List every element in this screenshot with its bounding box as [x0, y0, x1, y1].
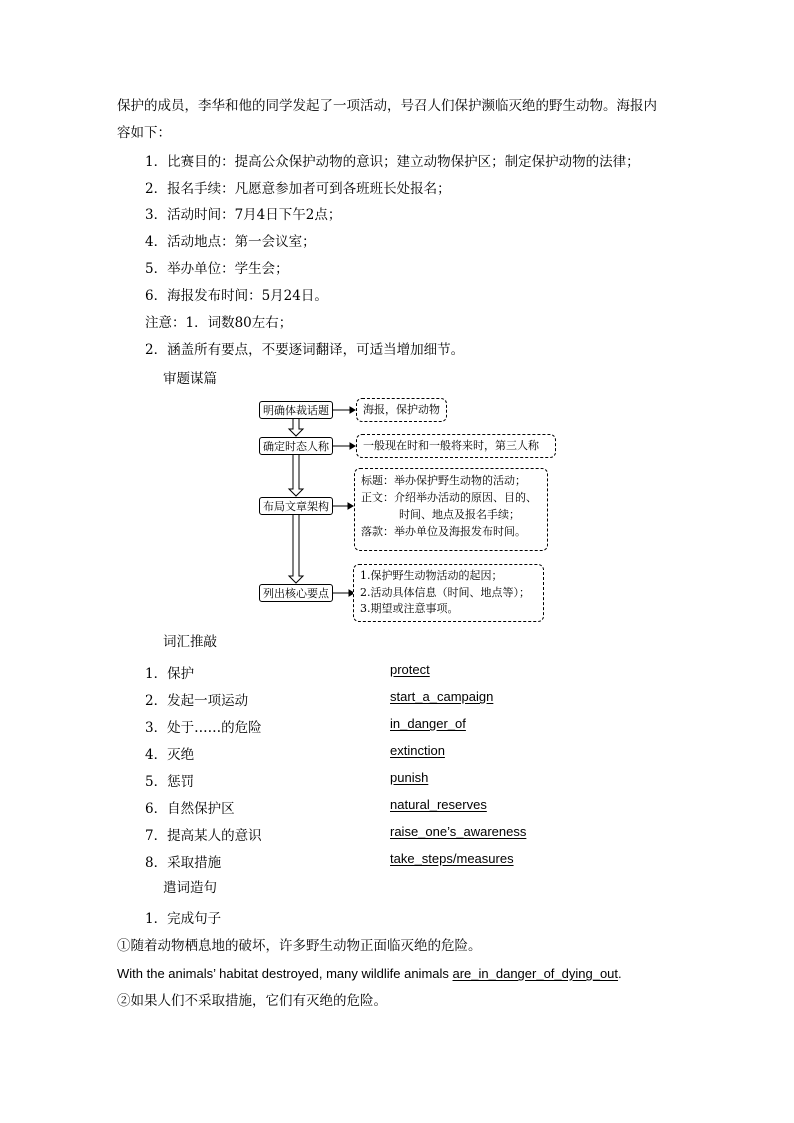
- section-title-sentence: 遣词造句: [163, 880, 217, 896]
- vocab-row: [145, 689, 645, 707]
- section-title-vocab: 词汇推敲: [163, 634, 217, 650]
- vocab-en: take_steps/measures: [390, 851, 514, 866]
- flow-detail-tense: 一般现在时和一般将来时，第三人称: [356, 434, 556, 458]
- vocab-cn: 3．处于……的危险: [145, 720, 262, 736]
- vocab-row: [145, 770, 645, 788]
- arrow-right-icon: [348, 503, 353, 509]
- exercise-q1-prefix: With the animals’ habitat destroyed, many wildlife animals: [117, 966, 453, 981]
- vocab-en: extinction: [390, 743, 445, 758]
- poster-item: 4．活动地点：第一会议室；: [145, 234, 316, 250]
- poster-item: 5．举办单位：学生会；: [145, 261, 289, 277]
- structure-line: 落款：举办单位及海报发布时间。: [361, 525, 526, 538]
- vocab-row: [145, 824, 645, 842]
- structure-line: 时间、地点及报名手续；: [399, 508, 520, 521]
- flow-step-genre: 明确体裁话题: [259, 401, 333, 419]
- exercise-q1-end: .: [618, 966, 622, 981]
- section-title-plan: 审题谋篇: [163, 371, 217, 387]
- arrow-right-icon: [350, 407, 355, 413]
- vocab-en: in_danger_of: [390, 716, 466, 731]
- flow-detail-structure: [354, 468, 548, 551]
- flow-detail-points: [353, 564, 544, 622]
- vocab-row: [145, 797, 645, 815]
- vocab-row: [145, 662, 645, 680]
- note-line-2: 2．涵盖所有要点，不要逐词翻译，可适当增加细节。: [145, 342, 465, 358]
- intro-line-2: 容如下：: [117, 125, 171, 141]
- poster-item: 2．报名手续：凡愿意参加者可到各班班长处报名；: [145, 181, 451, 197]
- flow-step-points: 列出核心要点: [259, 584, 333, 602]
- vocab-en: punish: [390, 770, 429, 785]
- structure-line: 标题：举办保护野生动物的活动；: [361, 474, 526, 487]
- vocab-cn: 6．自然保护区: [145, 801, 235, 817]
- flow-step-tense: 确定时态人称: [259, 437, 333, 455]
- vocab-row: [145, 743, 645, 761]
- exercise-heading: 1．完成句子: [145, 911, 222, 927]
- vocab-row: [145, 716, 645, 734]
- exercise-q1-en: [117, 965, 622, 983]
- vocab-cn: 5．惩罚: [145, 774, 195, 790]
- point-line: 2.活动具体信息（时间、地点等）；: [360, 585, 530, 599]
- structure-line: 正文：介绍举办活动的原因、目的、: [361, 491, 537, 504]
- vocab-en: natural_reserves: [390, 797, 487, 812]
- vocab-en: protect: [390, 662, 430, 677]
- arrow-right-icon: [350, 443, 355, 449]
- intro-line-1: 保护的成员，李华和他的同学发起了一项活动，号召人们保护濒临灭绝的野生动物。海报内: [117, 98, 657, 114]
- vocab-cn: 8．采取措施: [145, 855, 222, 871]
- vocab-row: [145, 851, 645, 869]
- arrow-down-icon: [289, 418, 303, 436]
- vocab-en: start_a_campaign: [390, 689, 494, 704]
- arrow-down-icon: [289, 454, 303, 496]
- vocab-cn: 4．灭绝: [145, 747, 195, 763]
- poster-item: 6．海报发布时间：5月24日。: [145, 288, 328, 304]
- arrow-down-icon: [289, 514, 303, 583]
- vocab-cn: 2．发起一项运动: [145, 693, 249, 709]
- vocab-cn: 7．提高某人的意识: [145, 828, 262, 844]
- exercise-q1-answer: are_in_danger_of_dying_out: [452, 966, 619, 981]
- exercise-q1-cn: ①随着动物栖息地的破坏，许多野生动物正面临灭绝的危险。: [117, 938, 482, 954]
- flow-step-structure: 布局文章架构: [259, 497, 333, 515]
- arrow-right-icon: [349, 590, 354, 596]
- exercise-q2-cn: ②如果人们不采取措施，它们有灭绝的危险。: [117, 993, 387, 1009]
- note-line-1: 注意：1．词数80左右；: [145, 315, 293, 331]
- point-line: 3.期望或注意事项。: [360, 602, 459, 615]
- vocab-cn: 1．保护: [145, 666, 195, 682]
- point-line: 1.保护野生动物活动的起因；: [360, 569, 503, 582]
- vocab-en: raise_one’s_awareness: [390, 824, 527, 839]
- flow-detail-genre: 海报，保护动物: [356, 398, 447, 422]
- poster-item: 1．比赛目的：提高公众保护动物的意识；建立动物保护区；制定保护动物的法律；: [145, 154, 640, 170]
- poster-item: 3．活动时间：7月4日下午2点；: [145, 207, 342, 223]
